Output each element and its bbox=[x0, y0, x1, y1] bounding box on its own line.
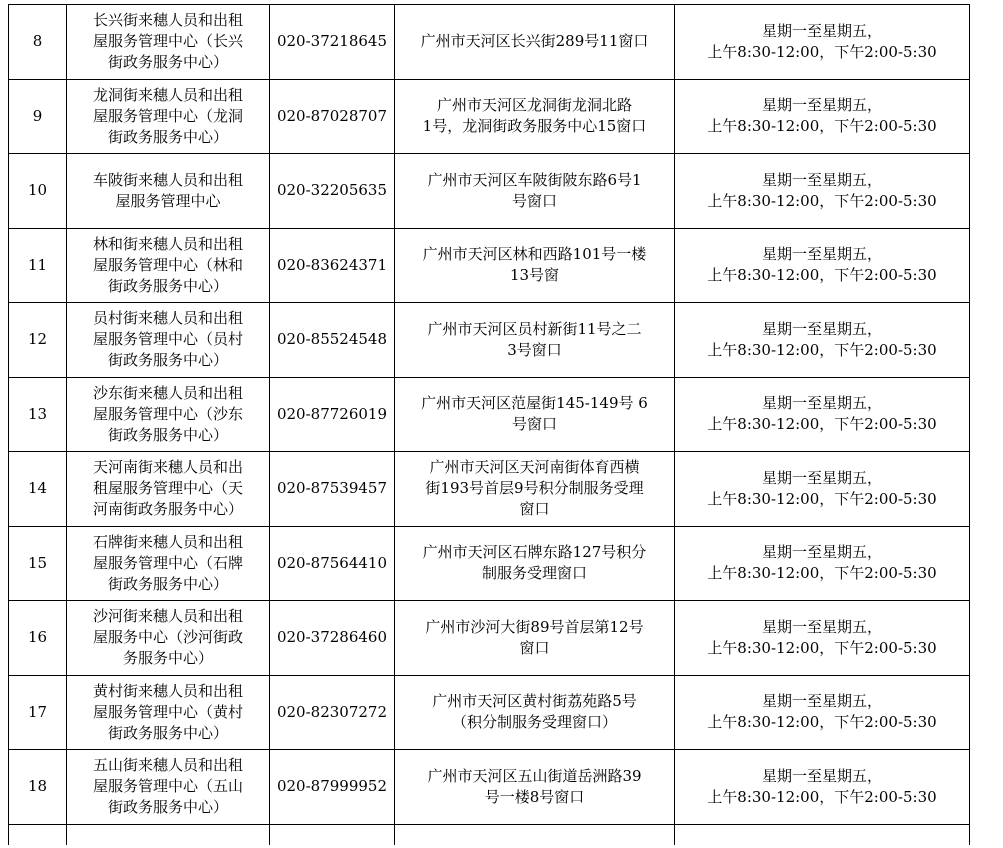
empty-cell bbox=[9, 824, 67, 845]
address bbox=[395, 377, 675, 452]
office-hours-line: 上午8:30-12:00，下午2:00-5:30 bbox=[707, 489, 937, 508]
row-number: 17 bbox=[9, 675, 67, 750]
center-name-line: 屋服务管理中心（五山 bbox=[92, 777, 243, 796]
table-row bbox=[9, 750, 970, 825]
phone-number: 020-83624371 bbox=[270, 228, 395, 303]
address-line: 广州市天河区林和西路101号一楼 bbox=[422, 245, 647, 264]
center-name-line: 员村街来穗人员和出租 bbox=[92, 309, 243, 328]
office-hours-line: 星期一至星期五， bbox=[761, 245, 882, 264]
center-name-line: 屋服务管理中心（林和 bbox=[92, 255, 243, 274]
table-row bbox=[9, 154, 970, 229]
address-line: 广州市天河区龙洞街龙洞北路 bbox=[436, 96, 632, 115]
office-hours-line: 上午8:30-12:00，下午2:00-5:30 bbox=[707, 787, 937, 806]
center-name bbox=[67, 377, 270, 452]
table-row bbox=[9, 303, 970, 378]
address-line: （积分制服务受理窗口） bbox=[451, 713, 617, 732]
phone-number: 020-32205635 bbox=[270, 154, 395, 229]
address-line: 1号，龙洞街政务服务中心15窗口 bbox=[422, 117, 647, 136]
center-name-line: 街政务服务中心） bbox=[107, 53, 228, 72]
center-name bbox=[67, 601, 270, 676]
office-hours-line: 上午8:30-12:00，下午2:00-5:30 bbox=[707, 42, 937, 61]
office-hours-line: 上午8:30-12:00，下午2:00-5:30 bbox=[707, 415, 937, 434]
center-name-line: 街政务服务中心） bbox=[107, 574, 228, 593]
row-number: 9 bbox=[9, 79, 67, 154]
center-name bbox=[67, 303, 270, 378]
address bbox=[395, 228, 675, 303]
center-name-line: 黄村街来穗人员和出租 bbox=[92, 681, 243, 700]
address-line: 广州市天河区范屋街145-149号 6 bbox=[421, 394, 648, 413]
address bbox=[395, 526, 675, 601]
center-name bbox=[67, 79, 270, 154]
address bbox=[395, 79, 675, 154]
empty-cell bbox=[675, 824, 970, 845]
center-name-line: 屋服务管理中心（员村 bbox=[92, 330, 243, 349]
table-row bbox=[9, 601, 970, 676]
address bbox=[395, 303, 675, 378]
address-line: 号一楼8号窗口 bbox=[484, 787, 585, 806]
address-line: 广州市天河区黄村街荔苑路5号 bbox=[432, 692, 637, 711]
office-hours-line: 星期一至星期五， bbox=[761, 319, 882, 338]
office-hours bbox=[675, 601, 970, 676]
phone-number: 020-87539457 bbox=[270, 452, 395, 527]
row-number: 10 bbox=[9, 154, 67, 229]
row-number: 14 bbox=[9, 452, 67, 527]
office-hours-line: 星期一至星期五， bbox=[761, 468, 882, 487]
center-name-line: 五山街来穗人员和出租 bbox=[92, 756, 243, 775]
center-name-line: 龙洞街来穗人员和出租 bbox=[92, 85, 243, 104]
office-hours-line: 星期一至星期五， bbox=[761, 21, 882, 40]
office-hours bbox=[675, 228, 970, 303]
center-name-line: 石牌街来穗人员和出租 bbox=[92, 532, 243, 551]
center-name bbox=[67, 452, 270, 527]
office-hours bbox=[675, 750, 970, 825]
office-hours-line: 上午8:30-12:00，下午2:00-5:30 bbox=[707, 340, 937, 359]
center-name-line: 屋服务管理中心（黄村 bbox=[92, 702, 243, 721]
address-line: 3号窗口 bbox=[507, 340, 562, 359]
address-line: 号窗口 bbox=[511, 415, 557, 434]
table-row bbox=[9, 228, 970, 303]
center-name-line: 屋服务管理中心（龙洞 bbox=[92, 106, 243, 125]
address-line: 广州市天河区车陂街陂东路6号1 bbox=[427, 170, 642, 189]
office-hours-line: 上午8:30-12:00，下午2:00-5:30 bbox=[707, 713, 937, 732]
office-hours-line: 星期一至星期五， bbox=[761, 96, 882, 115]
address-line: 窗口 bbox=[519, 500, 550, 519]
row-number: 11 bbox=[9, 228, 67, 303]
office-hours-line: 星期一至星期五， bbox=[761, 170, 882, 189]
address-line: 号窗口 bbox=[511, 191, 557, 210]
center-name bbox=[67, 526, 270, 601]
table-row bbox=[9, 5, 970, 80]
center-name bbox=[67, 5, 270, 80]
empty-cell bbox=[270, 824, 395, 845]
address bbox=[395, 750, 675, 825]
phone-number: 020-37286460 bbox=[270, 601, 395, 676]
table-row bbox=[9, 675, 970, 750]
table-body bbox=[9, 5, 970, 845]
center-name-line: 车陂街来穗人员和出租 bbox=[92, 170, 243, 189]
row-number: 12 bbox=[9, 303, 67, 378]
center-name-line: 屋服务管理中心 bbox=[115, 191, 221, 210]
table-row bbox=[9, 526, 970, 601]
center-name-line: 林和街来穗人员和出租 bbox=[92, 234, 243, 253]
phone-number: 020-85524548 bbox=[270, 303, 395, 378]
address bbox=[395, 154, 675, 229]
center-name-line: 街政务服务中心） bbox=[107, 276, 228, 295]
phone-number: 020-87999952 bbox=[270, 750, 395, 825]
phone-number: 020-87726019 bbox=[270, 377, 395, 452]
center-name-line: 街政务服务中心） bbox=[107, 127, 228, 146]
office-hours-line: 星期一至星期五， bbox=[761, 617, 882, 636]
address-line: 广州市天河区石牌东路127号积分 bbox=[422, 543, 647, 562]
address-line: 广州市天河区天河南街体育西横 bbox=[429, 458, 640, 477]
center-name-line: 屋服务中心（沙河街政 bbox=[92, 628, 243, 647]
address bbox=[395, 452, 675, 527]
address-line: 街193号首层9号积分制服务受理 bbox=[425, 479, 644, 498]
office-hours bbox=[675, 675, 970, 750]
address-line: 广州市天河区长兴街289号11窗口 bbox=[420, 32, 649, 51]
center-name bbox=[67, 228, 270, 303]
table-row-partial bbox=[9, 824, 970, 845]
office-hours bbox=[675, 303, 970, 378]
center-name-line: 屋服务管理中心（石牌 bbox=[92, 553, 243, 572]
row-number: 15 bbox=[9, 526, 67, 601]
row-number: 16 bbox=[9, 601, 67, 676]
center-name-line: 街政务服务中心） bbox=[107, 798, 228, 817]
address bbox=[395, 601, 675, 676]
address-line: 广州市天河区员村新街11号之二 bbox=[427, 319, 642, 338]
office-hours bbox=[675, 452, 970, 527]
phone-number: 020-37218645 bbox=[270, 5, 395, 80]
center-name-line: 沙河街来穗人员和出租 bbox=[92, 607, 243, 626]
address-line: 制服务受理窗口 bbox=[481, 564, 587, 583]
center-name-line: 沙东街来穗人员和出租 bbox=[92, 383, 243, 402]
center-name-line: 天河南街来穗人员和出 bbox=[92, 458, 243, 477]
office-hours bbox=[675, 377, 970, 452]
center-name-line: 租屋服务管理中心（天 bbox=[92, 479, 243, 498]
table-row bbox=[9, 79, 970, 154]
address-line: 广州市沙河大街89号首层第12号 bbox=[425, 617, 644, 636]
center-name-line: 街政务服务中心） bbox=[107, 425, 228, 444]
address bbox=[395, 5, 675, 80]
empty-cell bbox=[67, 824, 270, 845]
office-hours bbox=[675, 526, 970, 601]
office-hours-line: 星期一至星期五， bbox=[761, 692, 882, 711]
office-hours-line: 上午8:30-12:00，下午2:00-5:30 bbox=[707, 191, 937, 210]
address-line: 13号窗 bbox=[509, 266, 560, 285]
office-hours-line: 上午8:30-12:00，下午2:00-5:30 bbox=[707, 266, 937, 285]
office-hours-line: 星期一至星期五， bbox=[761, 766, 882, 785]
phone-number: 020-87028707 bbox=[270, 79, 395, 154]
row-number: 13 bbox=[9, 377, 67, 452]
empty-cell bbox=[395, 824, 675, 845]
center-name-line: 街政务服务中心） bbox=[107, 723, 228, 742]
office-hours-line: 星期一至星期五， bbox=[761, 543, 882, 562]
row-number: 18 bbox=[9, 750, 67, 825]
center-name bbox=[67, 154, 270, 229]
office-hours bbox=[675, 154, 970, 229]
table-row bbox=[9, 377, 970, 452]
center-name-line: 河南街政务服务中心） bbox=[92, 500, 243, 519]
office-hours bbox=[675, 5, 970, 80]
office-hours-line: 上午8:30-12:00，下午2:00-5:30 bbox=[707, 117, 937, 136]
office-hours bbox=[675, 79, 970, 154]
center-name bbox=[67, 750, 270, 825]
table-row bbox=[9, 452, 970, 527]
phone-number: 020-82307272 bbox=[270, 675, 395, 750]
office-hours-line: 星期一至星期五， bbox=[761, 394, 882, 413]
center-name-line: 屋服务管理中心（长兴 bbox=[92, 32, 243, 51]
row-number: 8 bbox=[9, 5, 67, 80]
address-line: 广州市天河区五山街道岳洲路39 bbox=[427, 766, 642, 785]
address-line: 窗口 bbox=[519, 638, 550, 657]
center-name bbox=[67, 675, 270, 750]
center-name-line: 长兴街来穗人员和出租 bbox=[92, 11, 243, 30]
office-hours-line: 上午8:30-12:00，下午2:00-5:30 bbox=[707, 638, 937, 657]
address bbox=[395, 675, 675, 750]
office-hours-line: 上午8:30-12:00，下午2:00-5:30 bbox=[707, 564, 937, 583]
center-name-line: 屋服务管理中心（沙东 bbox=[92, 404, 243, 423]
center-name-line: 街政务服务中心） bbox=[107, 351, 228, 370]
phone-number: 020-87564410 bbox=[270, 526, 395, 601]
center-name-line: 务服务中心） bbox=[122, 649, 213, 668]
service-center-table bbox=[8, 4, 970, 845]
